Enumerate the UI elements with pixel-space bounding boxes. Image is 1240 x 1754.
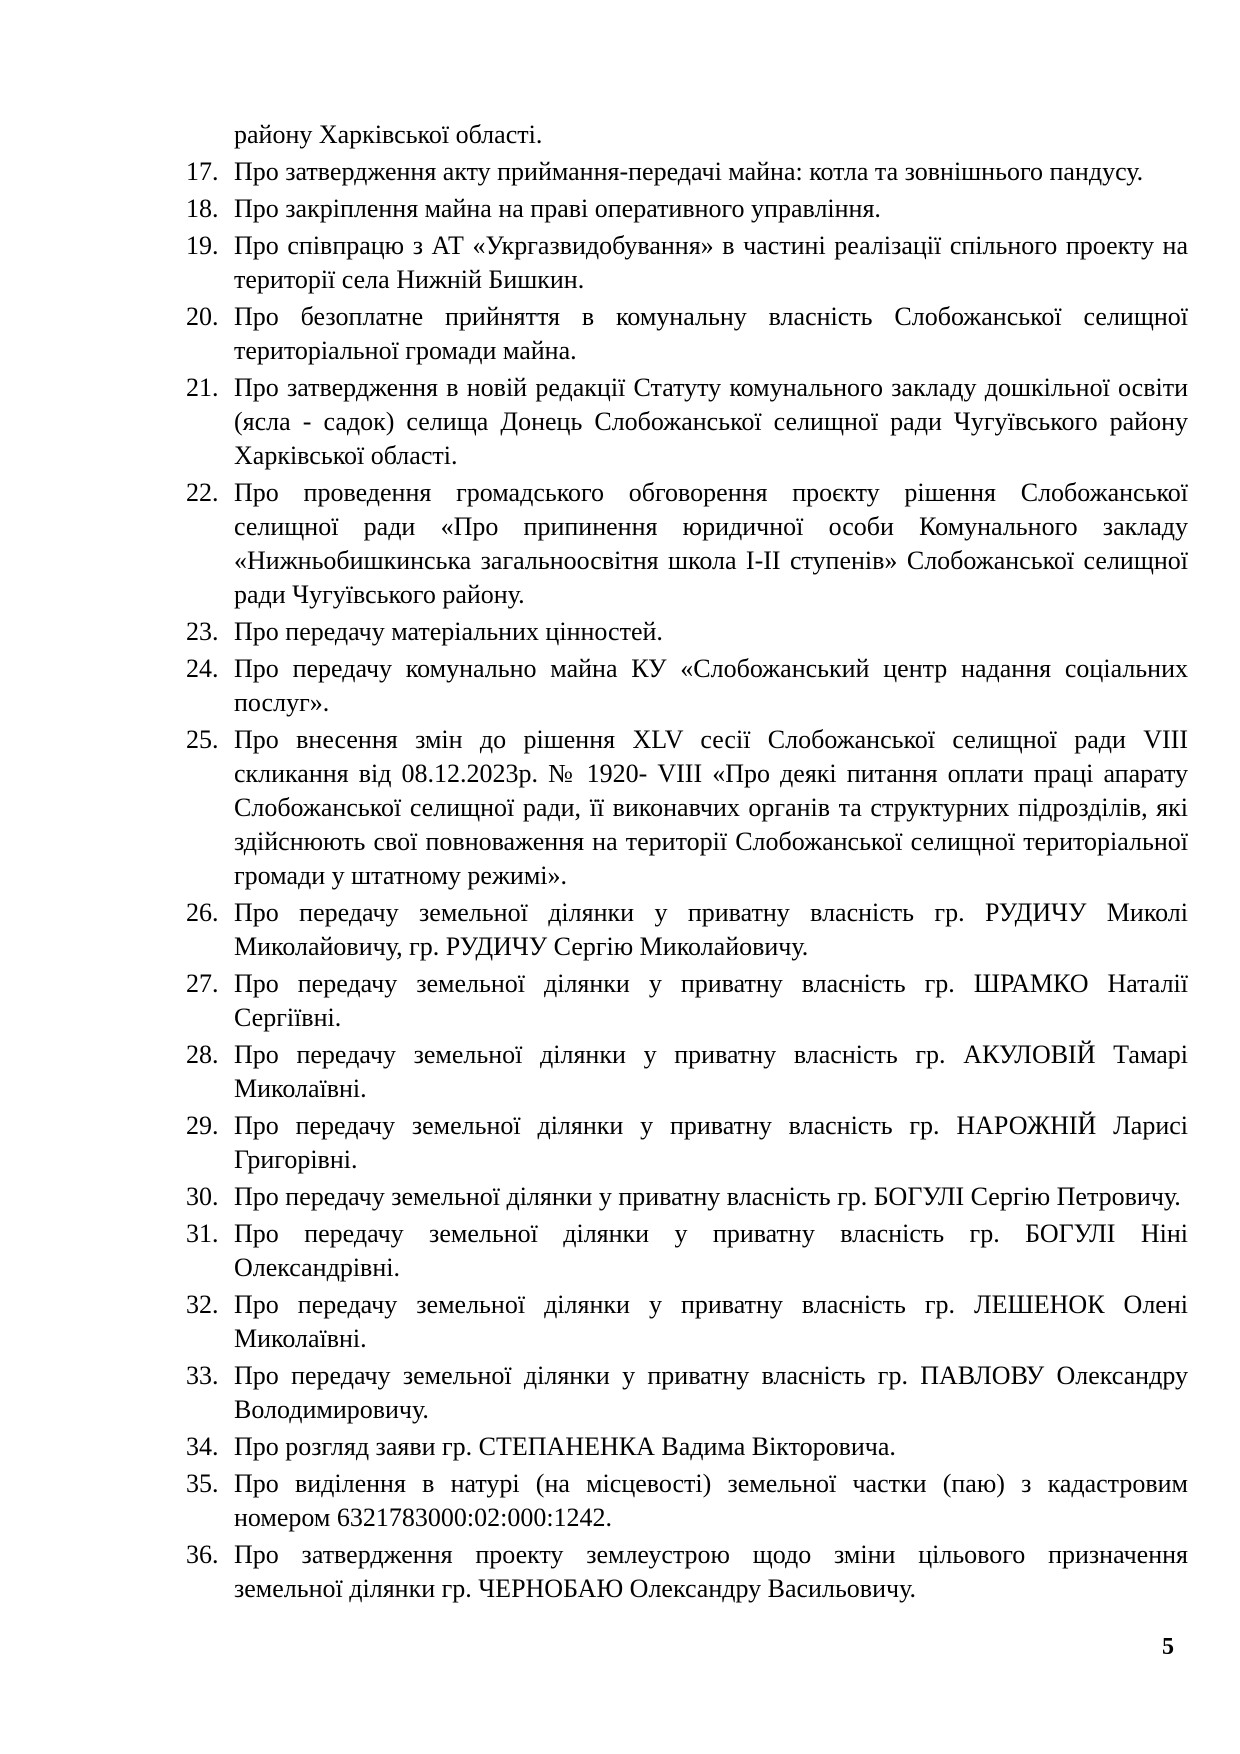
agenda-item [186, 652, 1188, 720]
agenda-item [186, 1467, 1188, 1535]
item-text: Про передачу земельної ділянки у приватну власність гр. РУДИЧУ Миколі Миколайовичу, гр. РУДИЧУ Сергію Миколайовичу. [234, 898, 1188, 961]
page-number: 5 [1162, 1634, 1174, 1660]
agenda-item [186, 967, 1188, 1035]
item-number: 20. [186, 302, 219, 331]
agenda-item [186, 1180, 1188, 1214]
item-text: Про внесення змін до рішення XLV сесії Слобожанської селищної ради VIII скликання від 08.12.2023р. № 1920- VIII «Про деякі питання оплати праці апарату Слобожанської селищної ради, її виконавчих органів та структурних підрозділів, які здійснюють свої повноваження на території Слобожанської селищної територіальної громади у штатному режимі». [234, 725, 1188, 890]
agenda-list [186, 155, 1188, 1606]
agenda-item [186, 1538, 1188, 1606]
item-number: 34. [186, 1432, 219, 1461]
item-text: Про передачу земельної ділянки у приватну власність гр. БОГУЛІ Сергію Петровичу. [234, 1182, 1181, 1211]
item-text: Про передачу земельної ділянки у приватну власність гр. ЛЕШЕНОК Олені Миколаївні. [234, 1290, 1188, 1353]
item-text: Про співпрацю з АТ «Укргазвидобування» в частині реалізації спільного проекту на території села Нижній Бишкин. [234, 231, 1188, 294]
item-number: 25. [186, 725, 219, 754]
item-number: 18. [186, 194, 219, 223]
agenda-item [186, 1038, 1188, 1106]
item-number: 17. [186, 157, 219, 186]
agenda-item [186, 1217, 1188, 1285]
agenda-item [186, 1430, 1188, 1464]
item-number: 19. [186, 231, 219, 260]
item-number: 35. [186, 1469, 219, 1498]
item-number: 22. [186, 478, 219, 507]
item-text: Про передачу земельної ділянки у приватну власність гр. БОГУЛІ Ніні Олександрівні. [234, 1219, 1188, 1282]
item-number: 33. [186, 1361, 219, 1390]
item-number: 28. [186, 1040, 219, 1069]
agenda-item [186, 155, 1188, 189]
item-text: Про затвердження акту приймання-передачі майна: котла та зовнішнього пандусу. [234, 157, 1144, 186]
item-text: Про передачу матеріальних цінностей. [234, 617, 663, 646]
agenda-content [186, 118, 1188, 1609]
item-text: Про передачу земельної ділянки у приватну власність гр. ШРАМКО Наталії Сергіївні. [234, 969, 1188, 1032]
item-number: 26. [186, 898, 219, 927]
agenda-item [186, 229, 1188, 297]
agenda-item [186, 192, 1188, 226]
item-number: 21. [186, 373, 219, 402]
agenda-item [186, 1288, 1188, 1356]
item-text: Про передачу земельної ділянки у приватну власність гр. НАРОЖНІЙ Ларисі Григорівні. [234, 1111, 1188, 1174]
agenda-item [186, 896, 1188, 964]
item-number: 24. [186, 654, 219, 683]
item-number: 36. [186, 1540, 219, 1569]
item-number: 23. [186, 617, 219, 646]
agenda-item [186, 615, 1188, 649]
agenda-item [186, 723, 1188, 893]
item-text: Про проведення громадського обговорення проєкту рішення Слобожанської селищної ради «Про припинення юридичної особи Комунального закладу «Нижньобишкинська загальноосвітня школа І-ІІ ступенів» Слобожанської селищної ради Чугуївського району. [234, 478, 1188, 609]
agenda-item [186, 1109, 1188, 1177]
item-number: 30. [186, 1182, 219, 1211]
item-text: Про затвердження в новій редакції Статуту комунального закладу дошкільної освіти (ясла - садок) селища Донець Слобожанської селищної ради Чугуївського району Харківської області. [234, 373, 1188, 470]
item-text: Про закріплення майна на праві оперативного управління. [234, 194, 881, 223]
item-number: 29. [186, 1111, 219, 1140]
agenda-item [186, 300, 1188, 368]
agenda-item [186, 1359, 1188, 1427]
item-number: 32. [186, 1290, 219, 1319]
item-text: Про безоплатне прийняття в комунальну власність Слобожанської селищної територіальної громади майна. [234, 302, 1188, 365]
item-text: Про виділення в натурі (на місцевості) земельної частки (паю) з кадастровим номером 6321783000:02:000:1242. [234, 1469, 1188, 1532]
item-text: Про передачу комунально майна КУ «Слобожанський центр надання соціальних послуг». [234, 654, 1188, 717]
item-number: 27. [186, 969, 219, 998]
agenda-item [186, 371, 1188, 473]
item-text: Про передачу земельної ділянки у приватну власність гр. ПАВЛОВУ Олександру Володимировичу. [234, 1361, 1188, 1424]
agenda-item [186, 476, 1188, 612]
continued-item-text: району Харківської області. [234, 120, 543, 149]
item-text: Про затвердження проекту землеустрою щодо зміни цільового призначення земельної ділянки гр. ЧЕРНОБАЮ Олександру Васильовичу. [234, 1540, 1188, 1603]
item-number: 31. [186, 1219, 219, 1248]
item-text: Про розгляд заяви гр. СТЕПАНЕНКА Вадима Вікторовича. [234, 1432, 896, 1461]
item-text: Про передачу земельної ділянки у приватну власність гр. АКУЛОВІЙ Тамарі Миколаївні. [234, 1040, 1188, 1103]
